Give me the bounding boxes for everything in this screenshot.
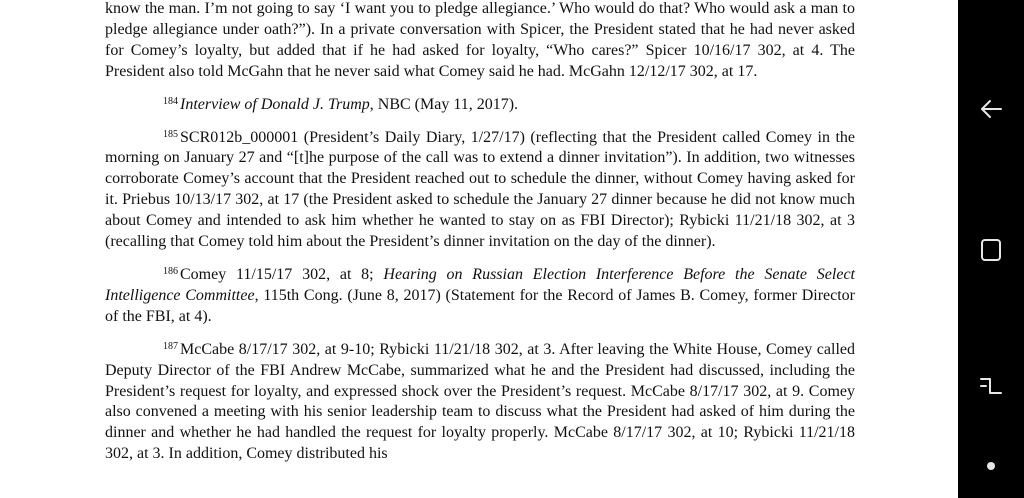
footnote-text: know the man. I’m not going to say ‘I want you to pledge allegiance.’ Who would do that? Who would ask a man to pledge allegiance under oath?”). In a private conversation with Spicer, the President stated that he had never asked for Comey’s loyalty, but added that if he had asked for loyalty, “Who cares?” Spicer 10/16/17 302, at 4. The President also told McGahn that he never said what Comey said he had. McGahn 12/12/17 302, at 17.: [105, 0, 855, 80]
recent-apps-button[interactable]: [958, 362, 1024, 410]
footnote-187: [105, 337, 855, 465]
footnote-text: SCR012b_000001 (President’s Daily Diary, 1/27/17) (reflecting that the President called Comey in the morning on January 27 and “[t]he purpose of the call was to extend a dinner invitation”). In addition, two witnesses corroborate Comey’s account that the President reached out to schedule the dinner, without Comey having asked for it. Priebus 10/13/17 302, at 17 (the President asked to schedule the January 27 dinner because he did not know much about Comey and intended to ask him whether he wanted to stay on as FBI Director); Rybicki 11/21/18 302, at 3 (recalling that Comey told him about the President’s dinner invitation on the day of the dinner).: [105, 128, 855, 251]
recent-apps-icon: [978, 373, 1004, 399]
navigation-bar: [958, 0, 1024, 498]
dot-icon: [984, 459, 998, 473]
footnote-text-italic: Hearing on Russian Election Interference Before the Senate Select Intelligence Committee: [105, 265, 856, 304]
footnote-number: 186: [163, 265, 178, 277]
footnote-text: McCabe 8/17/17 302, at 9-10; Rybicki 11/21/18 302, at 3. After leaving the White House, Comey called Deputy Director of the FBI Andrew McCabe, summarized what he and the President had discussed, including the President’s request for loyalty, and expressed shock over the President’s request. McCabe 8/17/17 302, at 9. Comey also convened a meeting with his senior leadership team to discuss what the President had asked of him during the dinner and whether he had handled the request for loyalty properly. McCabe 8/17/17 302, at 10; Rybicki 11/21/18 302, at 3. In addition, Comey distributed his: [105, 340, 855, 463]
footnote-number: 187: [163, 340, 178, 352]
footnote-text: Comey 11/15/17 302, at 8;: [180, 265, 384, 283]
back-button[interactable]: [958, 85, 1024, 133]
home-square-icon: [979, 237, 1003, 263]
footnote-text-italic: Interview of Donald J. Trump: [180, 95, 370, 113]
footnote-184: [105, 92, 855, 116]
back-arrow-icon: [978, 96, 1004, 122]
footnote-text: , NBC (May 11, 2017).: [369, 95, 519, 113]
footnote-185: [105, 125, 855, 253]
assistant-dot-button[interactable]: [958, 442, 1024, 490]
footnotes-text: [105, 0, 855, 474]
footnote-186: [105, 262, 855, 328]
footnote-number: 185: [163, 128, 178, 140]
footnote-183-continued: [105, 0, 855, 83]
footnote-number: 184: [163, 95, 178, 107]
home-button[interactable]: [958, 226, 1024, 274]
footnote-text: , 115th Cong. (June 8, 2017) (Statement for the Record of James B. Comey, former Director of the FBI, at 4).: [105, 286, 855, 325]
